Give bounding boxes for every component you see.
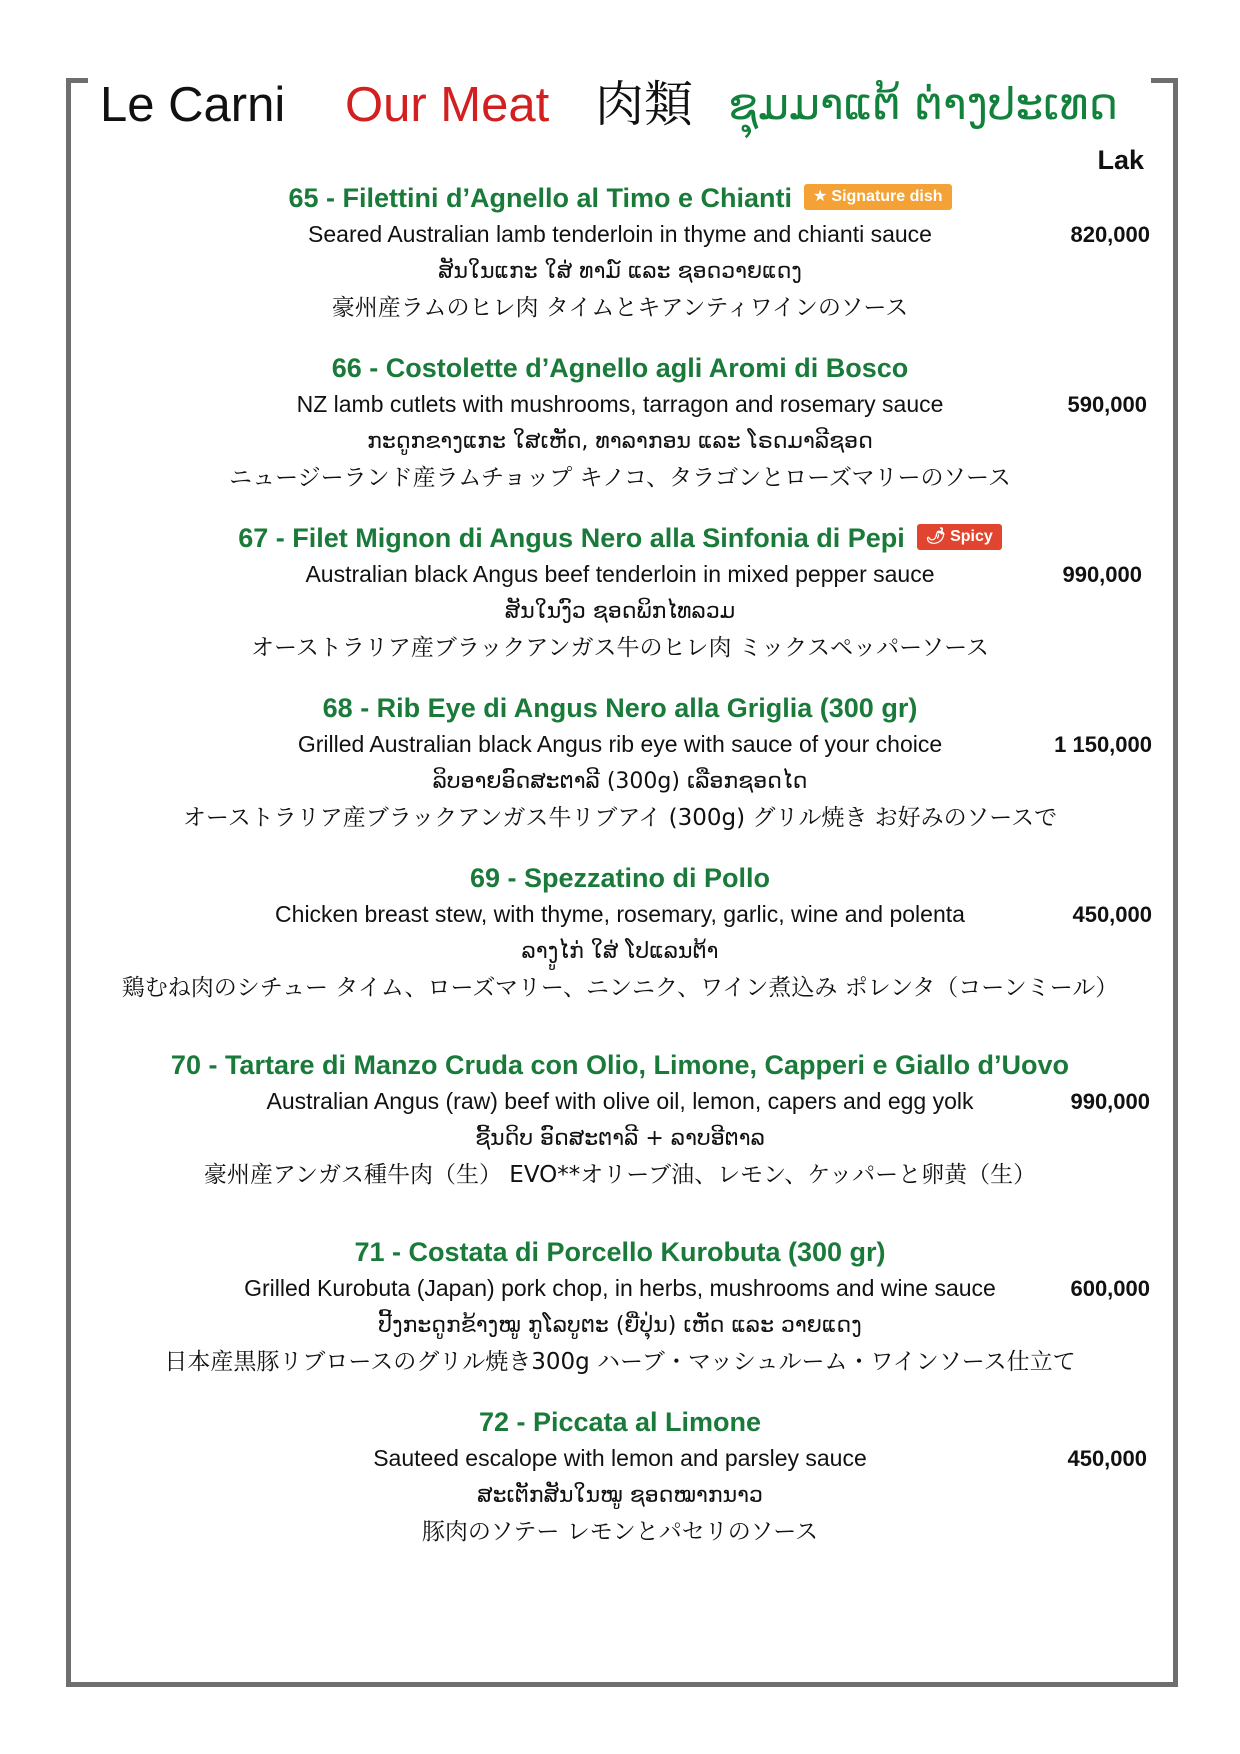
dish-price: 590,000 — [1067, 392, 1147, 417]
dish-description-en: Chicken breast stew, with thyme, rosemary, garlic, wine and polenta 450,000 — [0, 896, 1240, 933]
dish-description-lo: ສະເຕັກສັນໃນໝູ ຊອດໝາກນາວ — [477, 1483, 763, 1508]
dish-description-jp: 豪州産ラムのヒレ肉 タイムとキアンティワインのソース — [331, 295, 909, 321]
dish-price: 450,000 — [1067, 1446, 1147, 1471]
dish-description-lo: ລາງູໄກ່ ໃສ່ ໂປແລນຕ້າ — [521, 939, 719, 964]
dish-description-en: NZ lamb cutlets with mushrooms, tarragon and rosemary sauce 590,000 — [0, 386, 1240, 423]
dish-price: 1 150,000 — [1054, 732, 1152, 757]
dish-description-lo: ປີ້ງກະດູກຂ້າງໝູ ກູໂລບູຕະ (ຍີ່ປຸ່ນ) ເຫັດ ແລະ ວາຍແດງ — [378, 1313, 862, 1338]
dish-description-lo: ຊີ້ນດິບ ອົດສະຕາລີ + ລາບອີຕາລ — [475, 1126, 765, 1151]
chili-pepper-icon: 🌶 — [925, 527, 947, 545]
dish-description-lo: ລິບອາຍອົດສະຕາລີ (300g) ເລືອກຊອດໄດ — [432, 769, 808, 794]
dish-description-jp: 豪州産アンガス種牛肉（生） EVO**オリーブ油、レモン、ケッパーと卵黄（生） — [203, 1162, 1037, 1188]
title-english: Our Meat — [345, 78, 550, 132]
dish-71 — [0, 1234, 1240, 1381]
dish-price: 990,000 — [1070, 1089, 1150, 1114]
dish-description-lo: ສັນໃນງົວ ຊອດພິກໄທລວມ — [504, 599, 736, 624]
spicy-badge: 🌶 Spicy — [917, 524, 1002, 550]
star-icon: ★ — [813, 187, 828, 205]
dish-description-jp: 日本産黒豚リブロースのグリル焼き300g ハーブ・マッシュルーム・ワインソース仕立て — [164, 1349, 1076, 1375]
title-lao: ຊຸມມາແຕ້ ຕ່າງປະເທດ — [728, 79, 1118, 130]
dish-title: 71 - Costata di Porcello Kurobuta (300 gr) — [354, 1237, 886, 1267]
dish-title: 67 - Filet Mignon di Angus Nero alla Sinfonia di Pepi 🌶 Spicy — [0, 520, 1240, 556]
dish-description-jp: ニュージーランド産ラムチョップ キノコ、タラゴンとローズマリーのソース — [229, 465, 1011, 491]
dish-66 — [0, 350, 1240, 497]
dish-description-jp: 鶏むね肉のシチュー タイム、ローズマリー、ニンニク、ワイン煮込み ポレンタ（コーンミール） — [121, 975, 1119, 1001]
dish-title: 72 - Piccata al Limone — [478, 1407, 762, 1437]
dish-description-en: Grilled Australian black Angus rib eye with sauce of your choice 1 150,000 — [0, 726, 1240, 763]
dish-description-lo: ສັນໃນແກະ ໃສ່ ທາມ໌ ແລະ ຊອດວາຍແດງ — [438, 259, 802, 284]
dish-title: 65 - Filettini d’Agnello al Timo e Chianti ★ Signature dish — [0, 180, 1240, 216]
dish-title: 68 - Rib Eye di Angus Nero alla Griglia (300 gr) — [322, 693, 918, 723]
dish-title: 70 - Tartare di Manzo Cruda con Olio, Limone, Capperi e Giallo d’Uovo — [170, 1050, 1070, 1080]
dish-description-en: Seared Australian lamb tenderloin in thyme and chianti sauce 820,000 — [0, 216, 1240, 253]
dish-description-jp: 豚肉のソテー レモンとパセリのソース — [421, 1519, 819, 1545]
title-italian: Le Carni — [100, 78, 286, 132]
dish-title: 69 - Spezzatino di Pollo — [469, 863, 771, 893]
dish-69 — [0, 860, 1240, 1007]
dish-description-lo: ກະດູກຂາງແກະ ໃສເຫັດ, ທາລາກອນ ແລະ ໂຣດມາລີຊອດ — [367, 429, 873, 454]
signature-dish-badge: ★ Signature dish — [804, 184, 951, 210]
dish-price: 990,000 — [1062, 562, 1142, 587]
dish-description-en: Grilled Kurobuta (Japan) pork chop, in herbs, mushrooms and wine sauce 600,000 — [0, 1270, 1240, 1307]
dish-description-en: Australian black Angus beef tenderloin in mixed pepper sauce 990,000 — [0, 556, 1240, 593]
dish-67 — [0, 520, 1240, 667]
dish-description-en: Sauteed escalope with lemon and parsley sauce 450,000 — [0, 1440, 1240, 1477]
title-japanese: 肉類 — [595, 76, 694, 133]
dish-72 — [0, 1404, 1240, 1551]
dish-description-en: Australian Angus (raw) beef with olive oil, lemon, capers and egg yolk 990,000 — [0, 1083, 1240, 1120]
dish-title: 66 - Costolette d’Agnello agli Aromi di Bosco — [331, 353, 909, 383]
dish-description-jp: オーストラリア産ブラックアンガス牛リブアイ (300g) グリル焼き お好みのソースで — [182, 805, 1058, 831]
menu-header — [100, 70, 1160, 140]
dish-price: 820,000 — [1070, 222, 1150, 247]
dish-68 — [0, 690, 1240, 837]
currency-label: Lak — [1097, 145, 1144, 175]
dish-price: 450,000 — [1072, 902, 1152, 927]
dish-price: 600,000 — [1070, 1276, 1150, 1301]
dish-description-jp: オーストラリア産ブラックアンガス牛のヒレ肉 ミックスペッパーソース — [250, 635, 990, 661]
dish-70 — [0, 1047, 1240, 1194]
dish-65 — [0, 180, 1240, 327]
frame-corner-left — [66, 78, 88, 83]
